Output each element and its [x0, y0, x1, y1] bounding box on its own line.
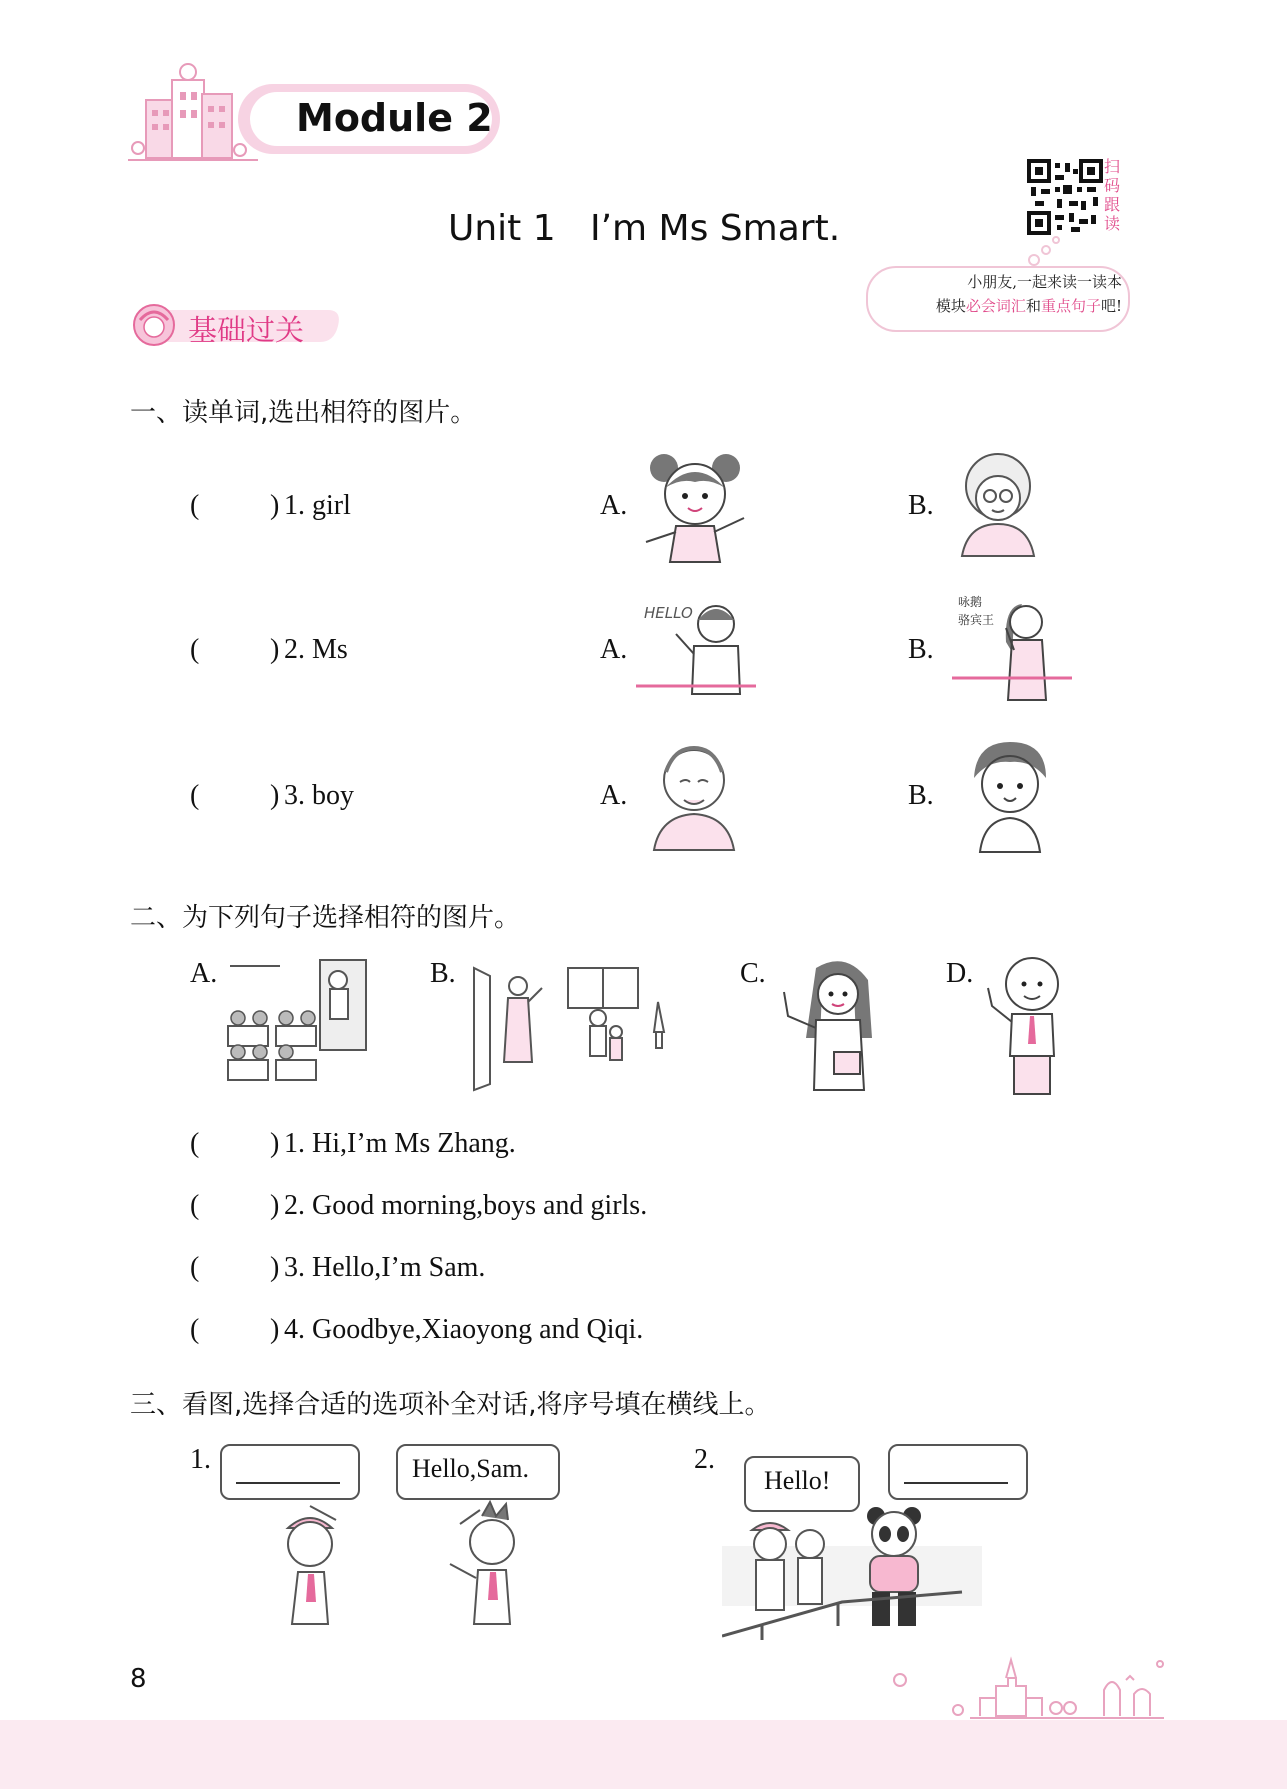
footer-band — [0, 1720, 1287, 1789]
q2-item3-open-paren: ( — [190, 1252, 200, 1283]
q1-item3-option-b: B. — [908, 780, 934, 811]
tip-text-c: 和 — [1025, 297, 1041, 315]
tip-highlight-sentences: 重点句子 — [1040, 297, 1101, 315]
scene1-two-boys-picture[interactable] — [270, 1498, 560, 1628]
tip-text-e: 吧! — [1100, 297, 1122, 315]
female-teacher-picture[interactable] — [952, 592, 1072, 704]
q2-option-c: C. — [740, 958, 766, 989]
q1-item2-answer-blank[interactable]: ) — [270, 634, 280, 665]
q2-item1-sentence: 1. Hi,I’m Ms Zhang. — [284, 1128, 516, 1159]
tip-line-1: 小朋友,一起来读一读本 — [967, 273, 1122, 291]
door-goodbye-picture[interactable] — [468, 962, 678, 1092]
scene2-panda-kids-picture[interactable] — [722, 1506, 982, 1642]
q2-item4-sentence: 4. Goodbye,Xiaoyong and Qiqi. — [284, 1314, 644, 1345]
unit-title: Unit 1 I’m Ms Smart. — [448, 208, 841, 249]
q1-item3-answer-blank[interactable]: ) — [270, 780, 280, 811]
q2-option-b: B. — [430, 958, 456, 989]
q1-item3-word: 3. boy — [284, 780, 354, 811]
q2-option-a: A. — [190, 958, 218, 989]
q1-item2-word: 2. Ms — [284, 634, 348, 665]
ms-zhang-picture[interactable] — [776, 952, 888, 1092]
castle-decoration-icon — [880, 1650, 1170, 1720]
q1-item1-answer-blank[interactable]: ) — [270, 490, 280, 521]
male-teacher-picture[interactable] — [636, 594, 756, 706]
scene2-answer-blank[interactable] — [904, 1470, 1008, 1484]
q3-scene2-number: 2. — [694, 1444, 715, 1475]
q1-item1-open-paren: ( — [190, 490, 200, 521]
grandma-picture[interactable] — [948, 452, 1048, 560]
q2-item3-sentence: 3. Hello,I’m Sam. — [284, 1252, 486, 1283]
q2-item3-answer-blank[interactable]: ) — [270, 1252, 280, 1283]
q2-item4-answer-blank[interactable]: ) — [270, 1314, 280, 1345]
bubble-tail-icon — [1026, 232, 1066, 268]
boy-picture[interactable] — [962, 738, 1058, 854]
q2-title: 二、为下列句子选择相符的图片。 — [130, 903, 521, 933]
q2-item4-open-paren: ( — [190, 1314, 200, 1345]
q3-scene1-number: 1. — [190, 1444, 211, 1475]
q1-item1-option-b: B. — [908, 490, 934, 521]
board-poem-author: 骆宾王 — [958, 613, 995, 627]
q1-item3-open-paren: ( — [190, 780, 200, 811]
sam-picture[interactable] — [982, 952, 1072, 1098]
board-poem-title: 咏鹅 — [958, 595, 983, 609]
q1-item2-open-paren: ( — [190, 634, 200, 665]
qr-scan-label: 扫码跟读 — [1104, 157, 1121, 233]
scene1-answer-blank[interactable] — [236, 1470, 340, 1484]
module-title: Module 2 — [296, 96, 493, 140]
q2-item2-answer-blank[interactable]: ) — [270, 1190, 280, 1221]
grandpa-picture[interactable] — [644, 742, 744, 852]
q1-item1-option-a: A. — [600, 490, 628, 521]
qr-code-icon[interactable] — [1027, 159, 1103, 235]
q2-item2-sentence: 2. Good morning,boys and girls. — [284, 1190, 648, 1221]
girl-picture[interactable] — [640, 448, 750, 564]
q2-option-d: D. — [946, 958, 974, 989]
tip-line-2 — [874, 294, 1122, 318]
q1-item1-word: 1. girl — [284, 490, 351, 521]
scene2-greet-text: Hello! — [764, 1466, 831, 1495]
q1-title: 一、读单词,选出相符的图片。 — [130, 398, 477, 428]
q2-item1-open-paren: ( — [190, 1128, 200, 1159]
tip-text — [874, 270, 1122, 318]
q2-item2-open-paren: ( — [190, 1190, 200, 1221]
tip-text-a: 模块 — [935, 297, 966, 315]
tip-highlight-vocab: 必会词汇 — [965, 297, 1026, 315]
scene1-reply-text: Hello,Sam. — [412, 1454, 529, 1483]
q1-item2-option-b: B. — [908, 634, 934, 665]
page-number: 8 — [130, 1664, 147, 1694]
board-hello-text: HELLO — [644, 604, 693, 622]
q1-item2-option-a: A. — [600, 634, 628, 665]
q1-item3-option-a: A. — [600, 780, 628, 811]
section-label: 基础过关 — [188, 313, 305, 347]
classroom-picture[interactable] — [220, 956, 370, 1090]
q2-item1-answer-blank[interactable]: ) — [270, 1128, 280, 1159]
q3-title: 三、看图,选择合适的选项补全对话,将序号填在横线上。 — [130, 1390, 771, 1420]
